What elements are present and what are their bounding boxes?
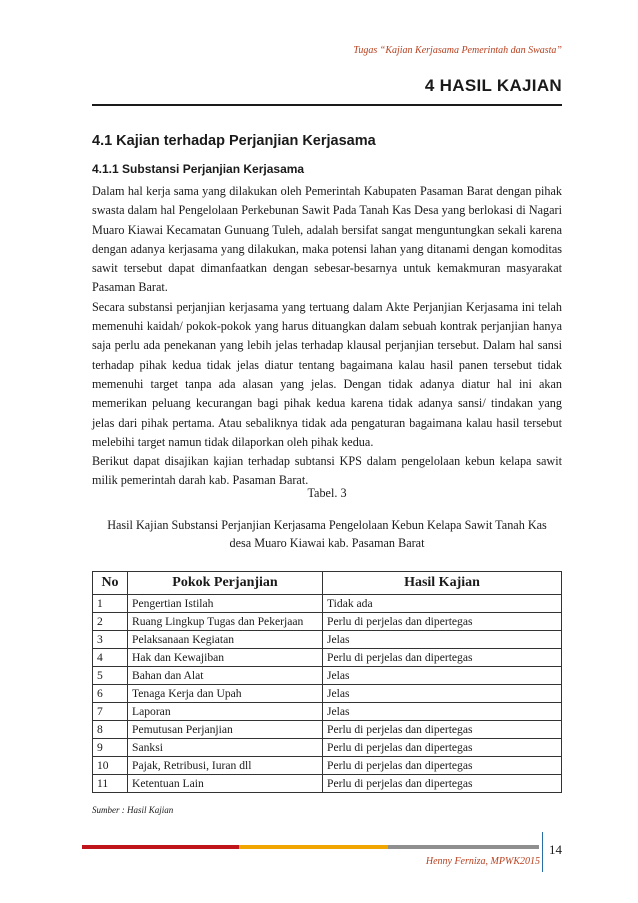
table-caption-line: Hasil Kajian Substansi Perjanjian Kerjasama Pengelolaan Kebun Kelapa Sawit Tanah Kas: [107, 518, 547, 532]
cell-result: Perlu di perjelas dan dipertegas: [323, 613, 562, 631]
table-row: [93, 721, 562, 739]
cell-result: Perlu di perjelas dan dipertegas: [323, 649, 562, 667]
cell-no: 11: [93, 775, 128, 793]
cell-result: Perlu di perjelas dan dipertegas: [323, 721, 562, 739]
cell-item: Pelaksanaan Kegiatan: [128, 631, 323, 649]
cell-no: 3: [93, 631, 128, 649]
table-row: [93, 703, 562, 721]
cell-result: Jelas: [323, 631, 562, 649]
table-row: [93, 595, 562, 613]
chapter-title: 4 HASIL KAJIAN: [424, 76, 562, 95]
table-caption-line: desa Muaro Kiawai kab. Pasaman Barat: [229, 536, 425, 550]
table-row: [93, 739, 562, 757]
section-title: 4.1 Kajian terhadap Perjanjian Kerjasama: [92, 133, 376, 149]
cell-no: 6: [93, 685, 128, 703]
header-hasil-kajian: Hasil Kajian: [323, 572, 562, 595]
cell-no: 1: [93, 595, 128, 613]
paragraph: Berikut dapat disajikan kajian terhadap subtansi KPS dalam pengelolaan kebun kelapa sawit milik pemerintah darah kab. Pasaman Barat.: [92, 454, 562, 488]
cell-result: Jelas: [323, 703, 562, 721]
table-caption-label: Tabel. 3: [307, 486, 347, 500]
header-pokok-perjanjian: Pokok Perjanjian: [128, 572, 323, 595]
cell-no: 7: [93, 703, 128, 721]
cell-result: Perlu di perjelas dan dipertegas: [323, 757, 562, 775]
table-row: [93, 685, 562, 703]
cell-item: Hak dan Kewajiban: [128, 649, 323, 667]
cell-item: Sanksi: [128, 739, 323, 757]
footer-bar-orange: [239, 845, 388, 849]
cell-result: Tidak ada: [323, 595, 562, 613]
paragraph: Dalam hal kerja sama yang dilakukan oleh Pemerintah Kabupaten Pasaman Barat dengan pihak swasta dalam hal Pengelolaan Perkebunan Sawit Pada Tanah Kas Desa yang berlokasi di Nagari Muaro Kiawai Kecamatan Gunuang Tuleh, adalah bersifat sangat menguntungkan sekali karena dengan adanya kerjasama yang dilakukan, maka potensi lahan yang ditanami dengan komoditas sawit tersebut dapat dimanfaatkan dengan sebesar-besarnya untuk kemakmuran masyarakat Pasaman Barat.: [92, 184, 562, 295]
cell-item: Tenaga Kerja dan Upah: [128, 685, 323, 703]
table-row: [93, 649, 562, 667]
table-caption-title: [80, 516, 574, 552]
cell-item: Pengertian Istilah: [128, 595, 323, 613]
footer-bar-gray: [388, 845, 539, 849]
cell-no: 9: [93, 739, 128, 757]
cell-item: Pemutusan Perjanjian: [128, 721, 323, 739]
page-number: 14: [549, 842, 562, 857]
cell-no: 5: [93, 667, 128, 685]
source-note: Sumber : Hasil Kajian: [92, 805, 174, 815]
cell-no: 4: [93, 649, 128, 667]
table-row: [93, 757, 562, 775]
body-text: [92, 182, 562, 491]
cell-no: 8: [93, 721, 128, 739]
subsection-title: 4.1.1 Substansi Perjanjian Kerjasama: [92, 162, 305, 176]
cell-item: Bahan dan Alat: [128, 667, 323, 685]
footer-author: Henny Ferniza, MPWK2015: [425, 856, 540, 867]
cell-result: Jelas: [323, 667, 562, 685]
table-header-row: [93, 572, 562, 595]
cell-result: Jelas: [323, 685, 562, 703]
paragraph: Secara substansi perjanjian kerjasama yang tertuang dalam Akte Perjanjian Kerjasama ini telah memenuhi kaidah/ pokok-pokok yang harus dituangkan dalam sebuah kontrak perjanjian hanya saja perlu ada penekanan yang lebih jelas terhadap klausal perjanjian tersebut. Dalam hal sansi terhadap pihak kedua tidak jelas diatur tentang bagaimana kalau hasil panen tersebut tidak memenuhi target tanpa ada alasan yang jelas. Dengan tidak adanya diatur hal ini akan memerikan peluang kecurangan bagi pihak kedua karena tidak adanya sansi/ tindakan yang jelas dari pihak pertama. Atau sebaliknya tidak ada pengaturan bagaimana kalau hasil tersebut melebihi target namun tidak dilaporkan oleh pihak kedua.: [92, 299, 562, 449]
footer-bar-red: [82, 845, 239, 849]
table-row: [93, 775, 562, 793]
results-table: [92, 571, 562, 793]
table-row: [93, 667, 562, 685]
table-row: [93, 631, 562, 649]
chapter-rule: [92, 104, 562, 106]
cell-no: 2: [93, 613, 128, 631]
cell-item: Ketentuan Lain: [128, 775, 323, 793]
footer-divider: [542, 832, 543, 872]
cell-no: 10: [93, 757, 128, 775]
header-no: No: [93, 572, 128, 595]
running-header: Tugas “Kajian Kerjasama Pemerintah dan Swasta”: [353, 45, 562, 56]
cell-item: Laporan: [128, 703, 323, 721]
cell-result: Perlu di perjelas dan dipertegas: [323, 775, 562, 793]
cell-item: Ruang Lingkup Tugas dan Pekerjaan: [128, 613, 323, 631]
table-row: [93, 613, 562, 631]
cell-item: Pajak, Retribusi, Iuran dll: [128, 757, 323, 775]
cell-result: Perlu di perjelas dan dipertegas: [323, 739, 562, 757]
